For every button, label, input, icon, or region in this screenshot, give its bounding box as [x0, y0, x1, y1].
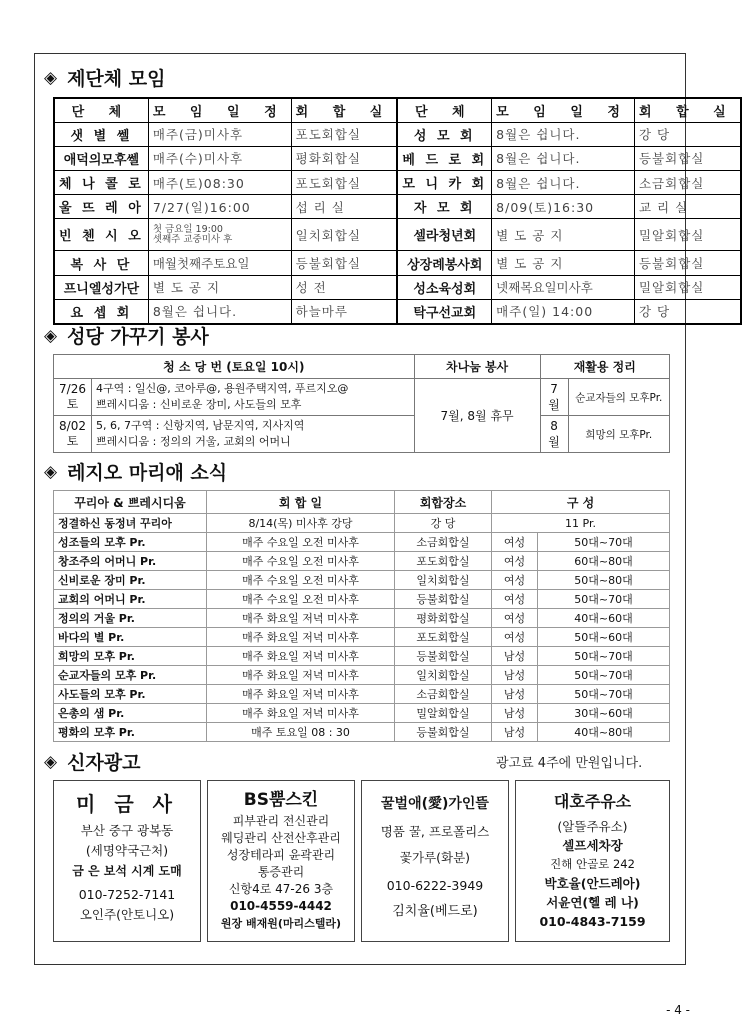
- header-cell: 회합장소: [395, 491, 492, 514]
- ad-name: BS뿜스킨: [243, 790, 319, 810]
- meeting-day: 매주 화요일 저녁 미사후: [207, 647, 395, 666]
- group-name: 프니엘성가단: [54, 275, 148, 299]
- room: 포도회합실: [291, 122, 397, 146]
- room: 성 전: [291, 275, 397, 299]
- curia-name: 정결하신 동정녀 꾸리아: [54, 514, 207, 533]
- table-row: [54, 379, 670, 416]
- header-cell: 모 임 일 정: [148, 98, 291, 122]
- recycle-month: 8월: [540, 416, 568, 453]
- table-row: [54, 275, 741, 299]
- header-cell: 꾸리아 & 쁘레시디움: [54, 491, 207, 514]
- header-cell: 구 성: [492, 491, 670, 514]
- table-row: [54, 704, 670, 723]
- ad-box-honeybee: [361, 780, 509, 942]
- presidium-name: 희망의 모후 Pr.: [54, 647, 207, 666]
- presidium-name: 창조주의 어머니 Pr.: [54, 552, 207, 571]
- member-gender: 여성: [492, 571, 538, 590]
- age-range: 50대~70대: [538, 533, 670, 552]
- group-name: 상장례봉사회: [397, 251, 491, 275]
- table-row: [54, 628, 670, 647]
- table-row: [54, 219, 741, 251]
- duty-line: 쁘레시디움 : 정의의 거울, 교회의 어머니: [96, 435, 291, 448]
- presidium-rows: [54, 533, 670, 742]
- table-header-row: [54, 355, 670, 379]
- ad-line: 금 은 보석 시계 도매: [72, 864, 182, 878]
- age-range: 50대~70대: [538, 590, 670, 609]
- table-row: [54, 647, 670, 666]
- diamond-icon: ◈: [44, 325, 58, 346]
- meeting-day: 매주 수요일 오전 미사후: [207, 533, 395, 552]
- meeting-day: 8/14(목) 미사후 강당: [207, 514, 395, 533]
- meeting-place: 일치회합실: [395, 571, 492, 590]
- table-row: [54, 685, 670, 704]
- member-gender: 남성: [492, 666, 538, 685]
- meeting-day: 매주 수요일 오전 미사후: [207, 571, 395, 590]
- ad-box-daeho-gas: [515, 780, 670, 942]
- room: 강 당: [634, 122, 740, 146]
- header-cell: 재활용 정리: [540, 355, 669, 379]
- meeting-place: 평화회합실: [395, 609, 492, 628]
- ad-line: 명품 꿀, 프로폴리스: [380, 824, 490, 839]
- schedule: 8월은 쉽니다.: [492, 171, 635, 195]
- age-range: 40대~80대: [538, 723, 670, 742]
- ad-box-bs-skin: [207, 780, 355, 942]
- duty-line: 4구역 : 일신@, 코아루@, 용원주택지역, 푸르지오@: [96, 382, 349, 395]
- presidium-name: 교회의 어머니 Pr.: [54, 590, 207, 609]
- section1-heading: [44, 64, 165, 91]
- recycle-group: 순교자들의 모후Pr.: [568, 379, 669, 416]
- group-name: 요 셉 회: [54, 299, 148, 323]
- ad-address: 신항4로 47-26 3층: [228, 882, 334, 896]
- duty-line: 5, 6, 7구역 : 신항지역, 남문지역, 지사지역: [96, 419, 305, 432]
- table-row: [54, 299, 741, 323]
- section1-title: 제단체 모임: [67, 68, 166, 90]
- member-gender: 여성: [492, 609, 538, 628]
- table-row: [54, 514, 670, 533]
- schedule: 매주(일) 14:00: [492, 299, 635, 323]
- meeting-place: 소금회합실: [395, 533, 492, 552]
- table-row: [54, 609, 670, 628]
- header-cell: 단 체: [54, 98, 148, 122]
- schedule-line: 첫 금요일 19:00: [152, 223, 223, 235]
- cleaning-duty: [92, 379, 415, 416]
- header-cell: 청 소 당 번 (토요일 10시): [54, 355, 415, 379]
- schedule: 매주(수)미사후: [148, 146, 291, 170]
- group-name: 자 모 회: [397, 195, 491, 219]
- group-name: 빈 첸 시 오: [54, 219, 148, 251]
- room: 소금회합실: [634, 171, 740, 195]
- section2-title: 성당 가꾸기 봉사: [67, 326, 209, 348]
- age-range: 40대~60대: [538, 609, 670, 628]
- member-gender: 여성: [492, 628, 538, 647]
- ad-person: 김치율(베드로): [392, 904, 478, 919]
- ad-name: 대호주유소: [553, 792, 632, 811]
- meeting-place: 강 당: [395, 514, 492, 533]
- room: 평화회합실: [291, 146, 397, 170]
- date-cell: [54, 379, 92, 416]
- header-cell: 모 임 일 정: [492, 98, 635, 122]
- schedule: 넷째목요일미사후: [492, 275, 635, 299]
- age-range: 30대~60대: [538, 704, 670, 723]
- member-gender: 여성: [492, 533, 538, 552]
- presidium-name: 은총의 샘 Pr.: [54, 704, 207, 723]
- meeting-place: 포도회합실: [395, 552, 492, 571]
- presidium-name: 바다의 별 Pr.: [54, 628, 207, 647]
- schedule: 별 도 공 지: [148, 275, 291, 299]
- room: 등불회합실: [291, 251, 397, 275]
- schedule: [148, 219, 291, 251]
- ad-line: 꽃가루(화분): [399, 850, 471, 865]
- duty-line: 쁘레시디움 : 신비로운 장미, 사도들의 모후: [96, 398, 302, 411]
- member-gender: 여성: [492, 552, 538, 571]
- recycle-month: 7월: [540, 379, 568, 416]
- schedule: 매월첫째주토요일: [148, 251, 291, 275]
- group-meetings-table: [53, 97, 742, 325]
- table-row: [54, 590, 670, 609]
- meeting-place: 등불회합실: [395, 590, 492, 609]
- table-row: [54, 195, 741, 219]
- room: 등불회합실: [634, 251, 740, 275]
- ad-name: 꿀벌애(愛)가인뜰: [381, 796, 489, 812]
- header-cell: 단 체: [397, 98, 491, 122]
- ad-person: 박호율(안드레아): [544, 876, 641, 891]
- meeting-day: 매주 화요일 저녁 미사후: [207, 685, 395, 704]
- schedule: 별 도 공 지: [492, 219, 635, 251]
- age-range: 50대~80대: [538, 571, 670, 590]
- ad-fee-note: 광고료 4주에 만원입니다.: [496, 756, 643, 771]
- schedule-line: 셋째주 교중미사 후: [152, 233, 233, 245]
- header-cell: 회 합 실: [291, 98, 397, 122]
- meeting-day: 매주 화요일 저녁 미사후: [207, 609, 395, 628]
- header-cell: 회 합 실: [634, 98, 740, 122]
- recycle-group: 희망의 모후Pr.: [568, 416, 669, 453]
- ad-person: 서윤연(헬 레 나): [546, 895, 639, 910]
- date-cell: [54, 416, 92, 453]
- age-range: 50대~60대: [538, 628, 670, 647]
- ad-line: 부산 중구 광복동: [80, 823, 174, 838]
- meeting-day: 매주 화요일 저녁 미사후: [207, 666, 395, 685]
- diamond-icon: ◈: [44, 67, 58, 88]
- table-row: [54, 251, 741, 275]
- table-row: [54, 571, 670, 590]
- schedule: 8월은 쉽니다.: [148, 299, 291, 323]
- ad-phone: 010-7252-7141: [78, 887, 176, 902]
- room: 등불회합실: [634, 146, 740, 170]
- table-row: [54, 533, 670, 552]
- composition: 11 Pr.: [492, 514, 670, 533]
- ad-line: 성장테라피 윤곽관리: [226, 848, 336, 862]
- section3-title: 레지오 마리애 소식: [67, 462, 228, 484]
- ad-phone: 010-4559-4442: [230, 899, 332, 913]
- group-name: 복 사 단: [54, 251, 148, 275]
- ad-address: 진해 안골로 242: [550, 857, 635, 871]
- group-name: 셀라청년회: [397, 219, 491, 251]
- group-name: 샛 별 쎌: [54, 122, 148, 146]
- diamond-icon: ◈: [44, 461, 58, 482]
- meeting-place: 등불회합실: [395, 647, 492, 666]
- schedule: 7/27(일)16:00: [148, 195, 291, 219]
- date: 7/26: [59, 382, 86, 396]
- ad-line: (알뜰주유소): [557, 819, 628, 834]
- diamond-icon: ◈: [44, 751, 58, 772]
- schedule: 별 도 공 지: [492, 251, 635, 275]
- legio-mariae-table: [53, 490, 670, 742]
- ad-line: 피부관리 전신관리: [232, 814, 330, 828]
- section3-heading: [44, 458, 227, 485]
- table-row: [54, 122, 741, 146]
- room: 하늘마루: [291, 299, 397, 323]
- group-name: 성소육성회: [397, 275, 491, 299]
- group-name: 체 나 콜 로: [54, 171, 148, 195]
- weekday: 토: [66, 397, 79, 411]
- group-name: 애덕의모후쎌: [54, 146, 148, 170]
- table-row: [54, 171, 741, 195]
- table-header-row: [54, 491, 670, 514]
- age-range: 60대~80대: [538, 552, 670, 571]
- group-name: 모 니 카 회: [397, 171, 491, 195]
- meeting-place: 등불회합실: [395, 723, 492, 742]
- meeting-day: 매주 토요일 08 : 30: [207, 723, 395, 742]
- schedule: 매주(금)미사후: [148, 122, 291, 146]
- group-name: 울 뜨 레 아: [54, 195, 148, 219]
- header-cell: 회 합 일: [207, 491, 395, 514]
- ad-line: 통증관리: [257, 865, 305, 879]
- ad-phone: 010-4843-7159: [539, 914, 646, 929]
- meeting-place: 소금회합실: [395, 685, 492, 704]
- section2-heading: [44, 322, 209, 349]
- room: 교 리 실: [634, 195, 740, 219]
- member-gender: 남성: [492, 704, 538, 723]
- presidium-name: 신비로운 장미 Pr.: [54, 571, 207, 590]
- section4-title: 신자광고: [67, 752, 141, 774]
- age-range: 50대~70대: [538, 666, 670, 685]
- room: 포도회합실: [291, 171, 397, 195]
- date: 8/02: [59, 419, 86, 433]
- schedule: 8월은 쉽니다.: [492, 146, 635, 170]
- ad-box-migeumsa: [53, 780, 201, 942]
- weekday: 토: [66, 434, 79, 448]
- meeting-place: 밀알회합실: [395, 704, 492, 723]
- meeting-day: 매주 화요일 저녁 미사후: [207, 704, 395, 723]
- header-cell: 차나눔 봉사: [414, 355, 540, 379]
- presidium-name: 정의의 거울 Pr.: [54, 609, 207, 628]
- room: 섭 리 실: [291, 195, 397, 219]
- meeting-place: 일치회합실: [395, 666, 492, 685]
- age-range: 50대~70대: [538, 685, 670, 704]
- ad-person: 오인주(안토니오): [79, 907, 175, 922]
- schedule: 매주(토)08:30: [148, 171, 291, 195]
- section4-heading: [44, 748, 141, 775]
- group-name: 성 모 회: [397, 122, 491, 146]
- room: 밀알회합실: [634, 275, 740, 299]
- member-gender: 남성: [492, 685, 538, 704]
- schedule: 8월은 쉽니다.: [492, 122, 635, 146]
- member-gender: 남성: [492, 723, 538, 742]
- table-header-row: [54, 98, 741, 122]
- group-name: 탁구선교회: [397, 299, 491, 323]
- presidium-name: 평화의 모후 Pr.: [54, 723, 207, 742]
- room: 밀알회합실: [634, 219, 740, 251]
- ad-phone: 010-6222-3949: [386, 878, 484, 893]
- cleaning-duty: [92, 416, 415, 453]
- group-name: 베 드 로 회: [397, 146, 491, 170]
- member-gender: 여성: [492, 590, 538, 609]
- ad-name: 미 금 사: [76, 792, 178, 816]
- table-row: [54, 416, 670, 453]
- meeting-place: 포도회합실: [395, 628, 492, 647]
- presidium-name: 성조들의 모후 Pr.: [54, 533, 207, 552]
- table-row: [54, 666, 670, 685]
- meeting-day: 매주 화요일 저녁 미사후: [207, 628, 395, 647]
- ad-line: 셀프세차장: [562, 838, 623, 853]
- ad-person: 원장 배재원(마리스텔라): [220, 917, 342, 930]
- table-row: [54, 552, 670, 571]
- age-range: 50대~70대: [538, 647, 670, 666]
- schedule: 8/09(토)16:30: [492, 195, 635, 219]
- meeting-day: 매주 수요일 오전 미사후: [207, 590, 395, 609]
- room: 일치회합실: [291, 219, 397, 251]
- room: 강 당: [634, 299, 740, 323]
- member-gender: 남성: [492, 647, 538, 666]
- presidium-name: 순교자들의 모후 Pr.: [54, 666, 207, 685]
- tea-sharing: 7월, 8월 휴무: [414, 379, 540, 453]
- table-row: [54, 723, 670, 742]
- parish-service-table: [53, 354, 670, 453]
- ad-line: 웨딩관리 산전산후관리: [221, 831, 341, 845]
- table-row: [54, 146, 741, 170]
- ad-line: (세명약국근처): [85, 843, 169, 858]
- meeting-day: 매주 수요일 오전 미사후: [207, 552, 395, 571]
- page-number: - 4 -: [666, 1003, 690, 1017]
- presidium-name: 사도들의 모후 Pr.: [54, 685, 207, 704]
